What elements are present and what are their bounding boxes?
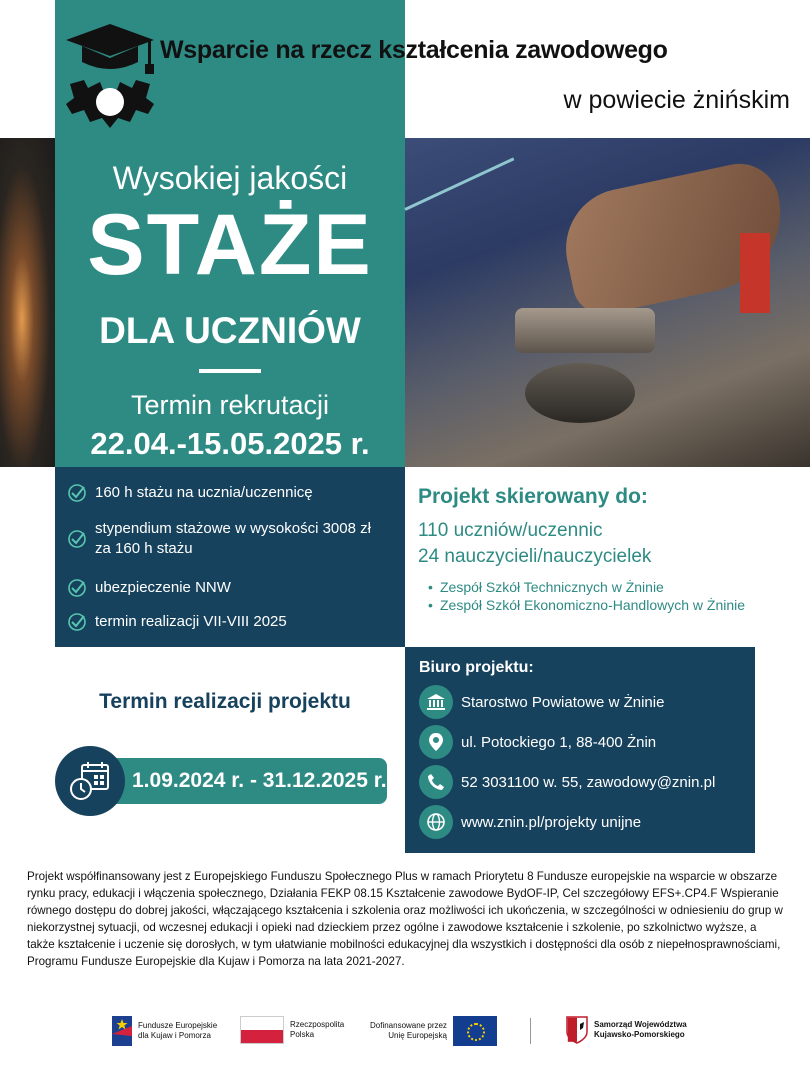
rp-line1: Rzeczpospolita xyxy=(290,1020,345,1029)
benefit-item xyxy=(67,483,313,503)
hero-kicker: Wysokiej jakości xyxy=(112,160,348,196)
location-pin-icon xyxy=(419,725,453,759)
eu-line1: Dofinansowane przez xyxy=(370,1021,447,1030)
logo-separator xyxy=(530,1018,531,1044)
eu-flag-icon xyxy=(453,1016,497,1046)
sw-line1: Samorząd Województwa xyxy=(594,1020,687,1029)
hero-subheadline: DLA UCZNIÓW xyxy=(99,310,361,351)
calendar-clock-badge xyxy=(55,746,125,816)
logo-eu xyxy=(370,1016,497,1046)
office-row xyxy=(419,685,664,719)
check-circle-icon xyxy=(67,612,87,632)
rp-line2: Polska xyxy=(290,1030,315,1039)
office-row xyxy=(419,765,715,799)
sw-line2: Kujawsko-Pomorskiego xyxy=(594,1030,685,1039)
fe-line2: dla Kujaw i Pomorza xyxy=(138,1031,211,1040)
header-subtitle: w powiecie żnińskim xyxy=(563,86,790,114)
polish-flag-icon xyxy=(240,1016,284,1044)
welder-photo-right xyxy=(405,138,810,467)
benefit-text: ubezpieczenie NNW xyxy=(95,579,231,596)
benefit-item xyxy=(67,578,231,598)
logo-sw xyxy=(566,1016,687,1044)
logo-fe xyxy=(112,1016,217,1046)
office-street: ul. Potockiego 1, 88-400 Żnin xyxy=(461,733,657,751)
fe-star-icon xyxy=(112,1016,132,1046)
target-title: Projekt skierowany do: xyxy=(418,485,648,508)
benefit-item xyxy=(67,612,287,632)
benefits-panel xyxy=(55,467,405,647)
school-list xyxy=(428,578,798,614)
logo-rp xyxy=(240,1016,344,1044)
regional-crest-icon xyxy=(566,1016,588,1044)
recruitment-label: Termin rekrutacji xyxy=(130,390,330,420)
benefit-text: stypendium stażowe w wysokości 3008 zł za 160 h stażu xyxy=(95,520,371,557)
project-office-panel xyxy=(405,647,755,853)
target-students: 110 uczniów/uczennic xyxy=(418,520,603,541)
benefit-text: 160 h stażu na ucznia/uczennicę xyxy=(95,484,313,501)
funding-statement: Projekt współfinansowany jest z Europejskiego Funduszu Społecznego Plus w ramach Priorytetu 8 Fundusze europejskie na wsparcie w obszarze rynku pracy, edukacji i włączenia społecznego, Działania FEKP 08.15 Kształcenie zawodowe BydOF-IP, Cel szczegółowy EFS+.CP4.F Wspieranie równego dostępu do dobrej jakości, włączającego kształcenia i szkolenia oraz możliwości ich ukończenia, w szczególności w odniesieniu do grup w niekorzystnej sytuacji, od wczesnej edukacji i opieki nad dzieckiem przez ogólne i zawodowe kształcenie i szkolenie, po szkolnictwo wyższe, a także kształcenie i uczenie się dorosłych, w tym ułatwianie mobilności edukacyjnej dla wszystkich i dostępności dla osób z niepełnosprawnościami, Programu Fundusze Europejskie dla Kujaw i Pomorza na lata 2021-2027. xyxy=(27,870,783,968)
office-website[interactable]: www.znin.pl/projekty unijne xyxy=(461,813,642,831)
hero xyxy=(55,138,405,467)
globe-icon xyxy=(419,805,453,839)
recruitment-dates: 22.04.-15.05.2025 r. xyxy=(90,426,370,461)
building-icon xyxy=(419,685,453,719)
office-row xyxy=(419,805,641,839)
benefit-item xyxy=(67,519,387,559)
check-circle-icon xyxy=(67,578,87,598)
office-address-name: Starostwo Powiatowe w Żninie xyxy=(461,693,665,711)
hero-divider xyxy=(199,369,261,373)
sparks-photo-left xyxy=(0,138,55,467)
office-contact[interactable]: 52 3031100 w. 55, zawodowy@znin.pl xyxy=(461,773,716,791)
check-circle-icon xyxy=(67,529,87,549)
check-circle-icon xyxy=(67,483,87,503)
target-teachers: 24 nauczycieli/nauczycielek xyxy=(418,546,652,567)
fe-line1: Fundusze Europejskie xyxy=(138,1021,218,1030)
benefit-text: termin realizacji VII-VIII 2025 xyxy=(95,613,287,630)
realization-title: Termin realizacji projektu xyxy=(99,690,351,713)
phone-icon xyxy=(419,765,453,799)
header-title: Wsparcie na rzecz kształcenia zawodowego xyxy=(160,36,668,64)
eu-line2: Unię Europejską xyxy=(388,1031,447,1040)
office-title: Biuro projektu: xyxy=(419,659,534,676)
logo-bar xyxy=(0,1010,810,1060)
school-item: • Zespół Szkół Ekonomiczno-Handlowych w Żninie xyxy=(428,596,798,614)
office-row xyxy=(419,725,656,759)
graduation-cap-gear-icon xyxy=(64,22,156,130)
calendar-clock-icon xyxy=(68,759,112,803)
realization-period: 1.09.2024 r. - 31.12.2025 r. xyxy=(90,758,387,804)
school-item: • Zespół Szkół Technicznych w Żninie xyxy=(428,578,798,596)
hero-headline: STAŻE xyxy=(87,197,373,293)
